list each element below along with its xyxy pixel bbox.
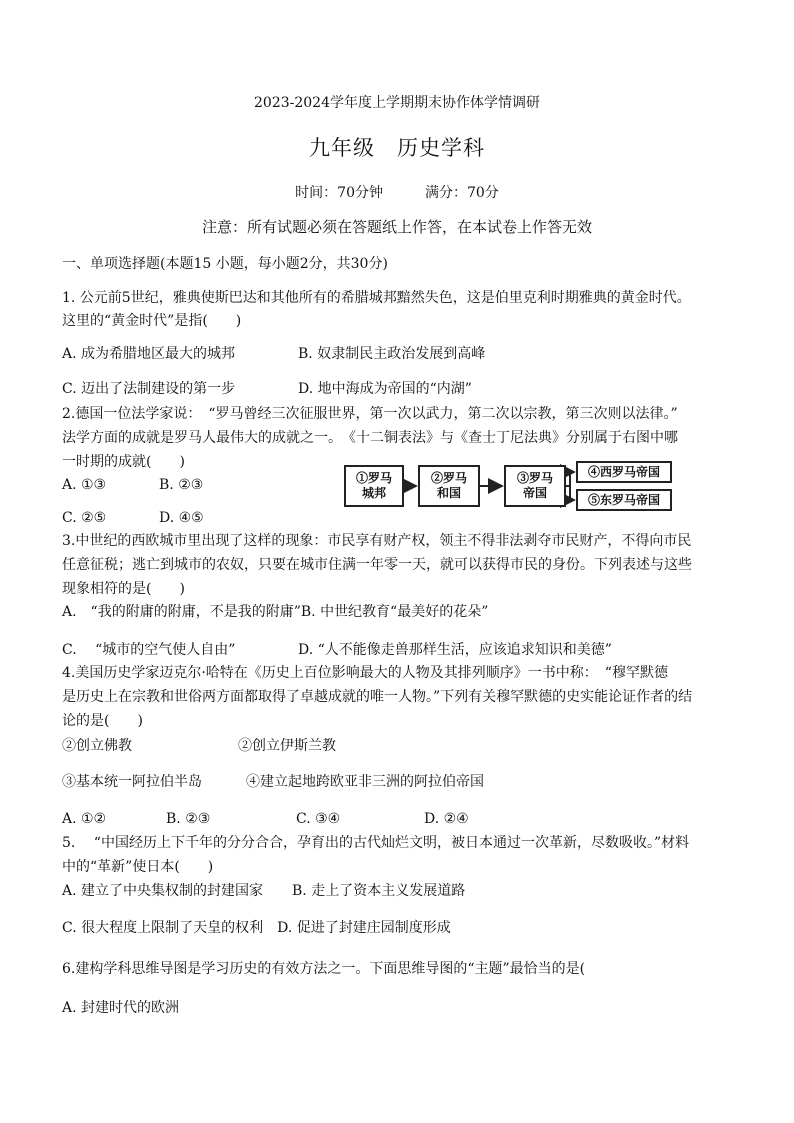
diagram-box-roman-empire: ③罗马 帝国 <box>504 465 566 507</box>
option-b: B. ②③ <box>166 811 211 827</box>
statement-4: ④建立起地跨欧亚非三洲的阿拉伯帝国 <box>246 774 484 790</box>
option-a: A. ①③ <box>62 477 107 493</box>
option-a-b: A. “我的附庸的附庸，不是我的附庸”B. 中世纪教育“最美好的花朵” <box>62 604 489 620</box>
question-stem: 论的是( ) <box>62 713 143 729</box>
question-stem: 中的“革新”使日本( ) <box>62 859 214 875</box>
exam-title: 2023-2024学年度上学期期末协作体学情调研 <box>254 95 540 111</box>
question-stem: 6.建构学科思维导图是学习历史的有效方法之一。下面思维导图的“主题”最恰当的是( <box>62 961 586 977</box>
question-stem: 是历史上在宗教和世俗两方面都取得了卓越成就的唯一人物。”下列有关穆罕默德的史实能论证作者的结 <box>62 689 693 705</box>
question-stem: 2.德国一位法学家说： “罗马曾经三次征服世界，第一次以武力，第二次以宗教，第三次则以法律。” <box>62 406 678 422</box>
option-a: A. 封建时代的欧洲 <box>62 1000 180 1016</box>
option-c: C. ③④ <box>296 811 341 827</box>
option-b: B. 奴隶制民主政治发展到高峰 <box>298 346 486 362</box>
option-c: C. 迈出了法制建设的第一步 <box>62 381 236 397</box>
section-heading: 一、单项选择题(本题15 小题，每小题2分，共30分) <box>62 256 388 272</box>
statement-1: ②创立佛教 <box>62 738 132 754</box>
question-stem: 一时期的成就( ) <box>62 454 185 470</box>
option-b: B. ②③ <box>159 477 204 493</box>
exam-notice: 注意：所有试题必须在答题纸上作答，在本试卷上作答无效 <box>201 218 592 236</box>
option-a: A. 成为希腊地区最大的城邦 <box>62 346 236 362</box>
question-stem: 法学方面的成就是罗马人最伟大的成就之一。 《十二铜表法》与《查士丁尼法典》分别属于右图中哪 <box>62 430 678 446</box>
page-title: 九年级 历史学科 <box>309 136 485 160</box>
question-stem: 3.中世纪的西欧城市里出现了这样的现象：市民享有财产权，领主不得非法剥夺市民财产，不得向市民 <box>62 533 692 549</box>
diagram-box-eastern-roman-empire: ⑤东罗马帝国 <box>576 489 672 511</box>
option-c-d: C. 很大程度上限制了天皇的权利 D. 促进了封建庄园制度形成 <box>62 920 451 936</box>
statement-3: ③基本统一阿拉伯半岛 <box>62 774 202 790</box>
option-d: D. “人不能像走兽那样生活，应该追求知识和美德” <box>298 642 612 658</box>
option-c: C. ②⑤ <box>62 510 107 526</box>
diagram-box-roman-republic: ②罗马 和国 <box>418 465 480 507</box>
option-c: C. “城市的空气使人自由” <box>62 642 236 658</box>
question-stem: 4.美国历史学家迈克尔·哈特在《历史上百位影响最大的人物及其排列顺序》一书中称： “穆罕默德 <box>62 665 668 681</box>
option-a: A. 建立了中央集权制的封建国家 <box>62 883 264 899</box>
statement-2: ②创立伊斯兰教 <box>238 738 336 754</box>
option-d: D. ②④ <box>424 811 469 827</box>
diagram-box-roman-city-state: ①罗马 城邦 <box>344 465 404 507</box>
option-d: D. ④⑤ <box>159 510 204 526</box>
option-b: B. 走上了资本主义发展道路 <box>292 883 466 899</box>
exam-time-info: 时间：70分钟 满分：70分 <box>295 185 499 201</box>
question-stem: 现象相符的是( ) <box>62 581 185 597</box>
option-a: A. ①② <box>62 811 107 827</box>
question-stem: 1. 公元前5世纪，雅典使斯巴达和其他所有的希腊城邦黯然失色，这是伯里克利时期雅典的黄金时代。 <box>62 290 691 306</box>
diagram-box-western-roman-empire: ④西罗马帝国 <box>576 461 672 483</box>
question-stem: 这里的“黄金时代”是指( ) <box>62 313 242 329</box>
roman-history-diagram <box>344 461 674 513</box>
question-stem: 5. “中国经历上下千年的分分合合，孕育出的古代灿烂文明，被日本通过一次革新，尽数吸收。”材料 <box>62 835 690 851</box>
question-stem: 任意征税；逃亡到城市的农奴，只要在城市住满一年零一天，就可以获得市民的身份。下列表述与这些 <box>62 557 692 573</box>
option-d: D. 地中海成为帝国的“内湖” <box>298 381 472 397</box>
